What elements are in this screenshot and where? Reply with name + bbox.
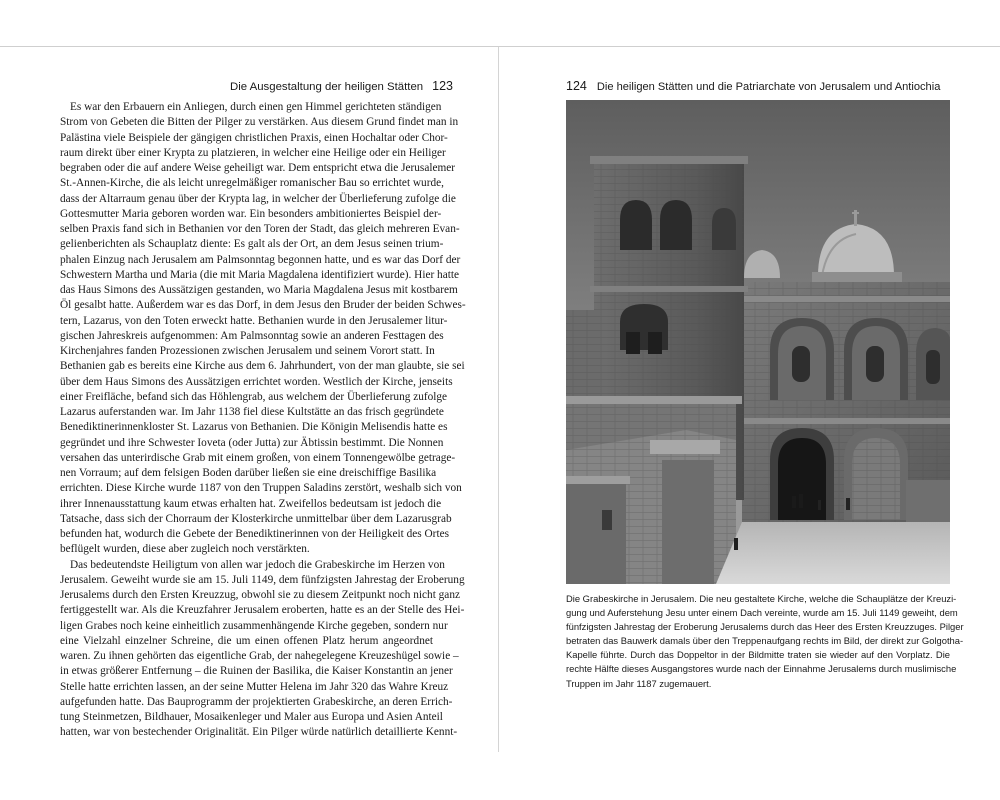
body-line: Benediktinerinnenkloster St. Lazarus von Bethanien. Die Königin Melisendis hatte es — [60, 421, 448, 434]
body-line: das Haus Simons des Aussätzigen gestanden, wo Maria Magdalena Jesus mit kostbarem — [60, 284, 458, 296]
caption-line: fünfzigsten Jahrestag der Eroberung Jerusalems durch das Heer des Ersten Kreuzzuges. Pilger — [566, 621, 964, 633]
body-line: selben Praxis fand sich in Bethanien vor den Toren der Stadt, das gleich mehreren Evan- — [60, 223, 460, 235]
body-line: tung Steinmetzen, Bildhauer, Mosaikenleger und Maler aus Europa und Asien Anteil — [60, 711, 443, 723]
body-line: Jerusalems durch den Ersten Kreuzzug, obwohl sie zu diesem Zeitpunkt noch nicht ganz — [60, 589, 460, 601]
body-line: Tatsache, dass sich der Chorraum der Klosterkirche unmittelbar über dem Lazarusgrab — [60, 512, 452, 525]
body-line: hatten, war von bestechender Originalität. Ein Pilger würde natürlich detaillierte Kennt- — [60, 726, 458, 739]
left-running-head — [230, 79, 453, 93]
body-line: waren. Zu ihnen gehörten das eigentliche Grab, der nahegelegene Kreuzeshügel sowie – — [60, 650, 459, 662]
top-rule — [0, 46, 1000, 47]
left-page-number: 123 — [432, 79, 453, 93]
body-line: Strom von Gebeten die Bitten der Pilger zu verstärken. Aus diesem Grund findet man in — [60, 116, 459, 129]
body-line: in etwas größerer Entfernung – die Ruinen der Basilika, die Kaiser Konstantin an jener — [60, 665, 453, 678]
caption-line: gung und Auferstehung Jesu unter einem Dach vereinte, wurde am 15. Juli 1149 geweiht, dem — [566, 607, 958, 619]
body-line: befunden hat, wodurch die Gebete der Benediktinerinnen von der Heiligkeit des Ortes — [60, 528, 449, 540]
caption-line: Kapelle führte. Durch das Doppeltor in der Bildmitte traten sie wieder auf den Vorplatz. Die — [566, 649, 950, 661]
church-photograph — [566, 100, 950, 584]
body-line: ligen Grabes noch keine einheitlich zusammenhängende Kirche gegeben, sondern nur — [60, 619, 448, 632]
body-line: nen Vorraum; auf dem felsigen Boden darüber ließen sie eine dreischiffige Basilika — [60, 467, 437, 479]
body-line: gischen Jahreskreis aufgenommen: Am Palmsonntag sowie an anderen Festtagen des — [60, 329, 444, 342]
body-line: eine Vielzahl einzelner Schreine, die um einen offenen Platz herum angeordnet — [60, 634, 433, 647]
body-line: fertiggestellt war. Als die Kreuzfahrer Jerusalem eroberten, hatte es an der Stelle des Hei- — [60, 604, 465, 617]
caption-line: Truppen im Jahr 1187 zugemauert. — [566, 677, 712, 689]
body-line: begraben oder die auf andere Weise geheiligt war. Dem entspricht etwa die Jerusalemer — [60, 162, 456, 174]
body-line: über dem Haus Simons des Aussätzigen errichtet worden. Westlich der Kirche, jenseits — [60, 375, 453, 388]
body-line: dass der Altarraum genau über der Krypta lag, in welcher der Überlieferung zufolge die — [60, 192, 456, 205]
caption-line: rechte Hälfte dieses Ausgangstores wurde nach der Einnahme Jerusalems durch muslimische — [566, 663, 957, 675]
body-line: Jerusalem. Geweiht wurde sie am 15. Juli 1149, dem fünfzigsten Jahrestag der Eroberung — [60, 573, 465, 586]
body-line: versahen das unterirdische Grab mit einem großen, von einem Tonnengewölbe getrage- — [60, 451, 456, 464]
caption-line: Die Grabeskirche in Jerusalem. Die neu gestaltete Kirche, welche die Schauplätze der Kreuzi- — [566, 593, 957, 604]
body-line: raum direkt über einer Krypta zu platzieren, in welcher eine Heilige oder ein Heiliger — [60, 146, 446, 159]
caption-line: betraten das Bauwerk damals über den Treppenaufgang rechts im Bild, der direkt zur Golgotha- — [566, 635, 964, 647]
body-line: tern, Lazarus, von den Toten erweckt hatte. Bethanien wurde in den Jerusalemer litur- — [60, 314, 448, 327]
body-line: ihrer Innenausstattung kaum etwas erhalten hat. Zweifellos bedeutsam ist jedoch die — [60, 497, 442, 510]
body-line: Es war den Erbauern ein Anliegen, durch einen gen Himmel gerichteten ständigen — [70, 101, 442, 113]
right-running-head — [566, 79, 946, 93]
photo-caption — [566, 592, 964, 691]
left-running-head-title: Die Ausgestaltung der heiligen Stätten — [230, 81, 424, 93]
body-line: Das bedeutendste Heiligtum von allen war jedoch die Grabeskirche im Herzen von — [70, 558, 445, 571]
right-running-head-title: Die heiligen Stätten und die Patriarchate von Jerusalem und Antiochia — [596, 81, 941, 93]
body-line: gegründet und ihre Schwester Ioveta (oder Jutta) zur Äbtissin bestimmt. Die Nonnen — [60, 436, 444, 449]
book-gutter — [498, 47, 499, 752]
left-body-text — [60, 100, 466, 741]
body-line: beflügelt wurden, diese aber zugleich noch verstärkten. — [60, 543, 310, 556]
body-line: Gottesmutter Maria geboren worden war. Ein besonders ambitioniertes Beispiel der- — [60, 207, 442, 220]
body-line: Palästina viele Beispiele der gängigen christlichen Praxis, einen Hochaltar oder Chor- — [60, 131, 448, 144]
body-line: einer Freifläche, befand sich das Höhlengrab, aus welchem der Überlieferung zufolge — [60, 390, 448, 403]
body-line: St.-Annen-Kirche, die als leicht unregelmäßiger romanischer Bau so errichtet wurde, — [60, 177, 444, 190]
body-line: Lazarus auferstanden war. Im Jahr 1138 fiel diese Kultstätte an das frisch gegründete — [60, 406, 444, 418]
body-line: Kirchenjahres fanden Prozessionen zwischen Jerusalem und seinem Vorort statt. In — [60, 345, 435, 357]
right-page-number: 124 — [566, 79, 587, 93]
body-line: Stelle hatte errichten lassen, an der seine Mutter Helena im Jahr 320 das Wahre Kreuz — [60, 680, 449, 693]
body-line: errichten. Diese Kirche wurde 1187 von den Truppen Saladins zerstört, weshalb sich von — [60, 482, 462, 495]
body-line: phalen Einzug nach Jerusalem am Palmsonntag begonnen hatte, und es war das Dorf der — [60, 253, 461, 266]
body-line: Schwestern Martha und Maria (die mit Maria Magdalena identifiziert wurde). Hier hatte — [60, 268, 460, 281]
body-line: Öl gesalbt hatte. Außerdem war es das Dorf, in dem Jesus den Bruder der beiden Schwes- — [60, 299, 466, 312]
body-line: Bethanien gab es bereits eine Kirche aus dem 6. Jahrhundert, von der man glaubte, sie sei — [60, 360, 465, 373]
body-line: aufgefunden hatte. Das Bauprogramm der projektierten Grabeskirche, an deren Errich- — [60, 695, 453, 708]
body-line: gelienberichten als Schauplatz diente: Es galt als der Ort, an dem Jesus seinen trium- — [60, 238, 444, 251]
